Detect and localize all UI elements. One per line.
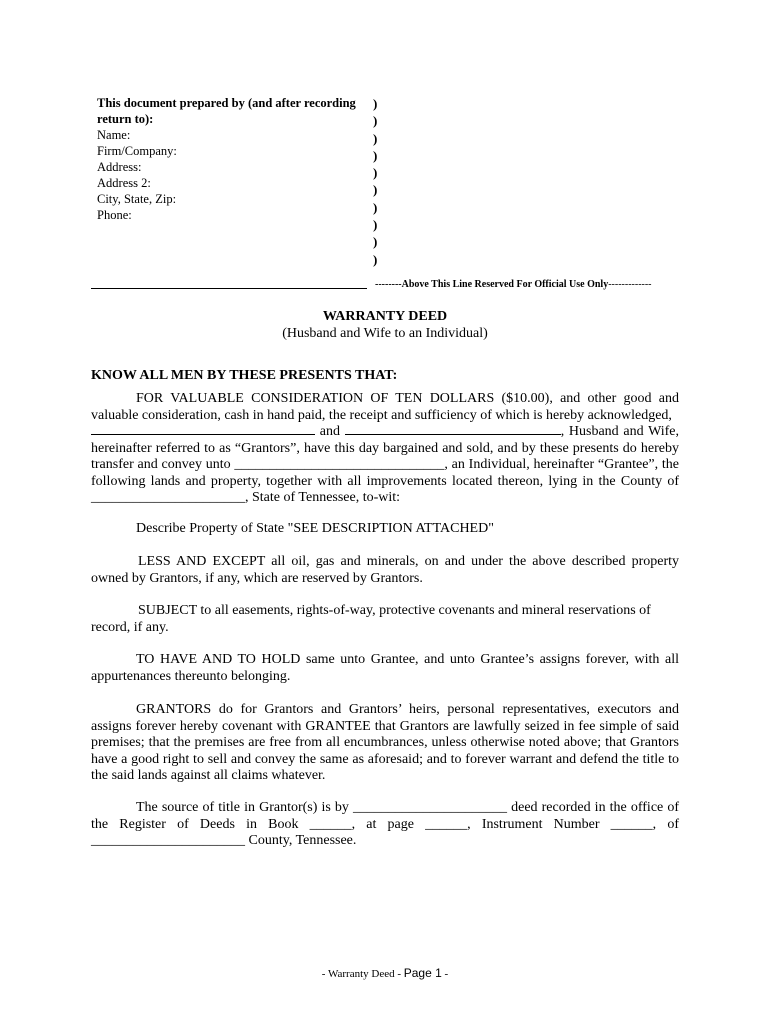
preparer-block: [97, 95, 367, 223]
preparer-name-label: Name:: [97, 128, 131, 142]
source-of-title-paragraph: The source of title in Grantor(s) is by ______________________ deed recorded in the office of the Register of Deeds in Book ______, at page ______, Instrument Number ______, of ______________________ County, Tennessee.: [91, 800, 679, 848]
document-subtitle: (Husband and Wife to an Individual): [282, 326, 488, 341]
consideration-text: FOR VALUABLE CONSIDERATION OF TEN DOLLARS ($10.00), and other good and valuable consideration, cash in hand paid, the receipt and sufficiency of which is hereby acknowledged,: [91, 391, 679, 423]
preparer-address-label: Address:: [97, 160, 142, 174]
page-number: Page 1: [403, 966, 442, 980]
preparer-phone-label: Phone:: [97, 208, 132, 222]
grantor1-blank[interactable]: [91, 434, 315, 435]
preparer-city-label: City, State, Zip:: [97, 192, 177, 206]
and-word: and: [319, 424, 340, 439]
reserved-dashes-right: -------------: [608, 279, 652, 290]
reserved-dashes-left: --------: [375, 279, 402, 290]
subject-to-paragraph: SUBJECT to all easements, rights-of-way, protective covenants and mineral reservations of record, if any.: [91, 603, 651, 635]
consideration-paragraph: [91, 391, 679, 507]
bracket-column: ) ) ) ) ) ) ) ) ) ): [373, 96, 378, 267]
grantors-conveyance-text: , Husband and Wife, hereinafter referred to as “Grantors”, have this day bargained and sold, and by these presents do hereby transfer and convey unto ______________________________, an Individual, hereinafter “Grantee”, the following lands and property, together with all improvements located thereon, lying in the County of ______________________, State of Tennessee, to-wit:: [91, 424, 680, 505]
footer-right: -: [441, 968, 449, 980]
less-and-except-paragraph: LESS AND EXCEPT all oil, gas and minerals, on and under the above described property owned by Grantors, if any, which are reserved by Grantors.: [91, 554, 679, 586]
know-all-men-heading: KNOW ALL MEN BY THESE PRESENTS THAT:: [91, 368, 398, 383]
habendum-paragraph: TO HAVE AND TO HOLD same unto Grantee, and unto Grantee’s assigns forever, with all appurtenances thereunto belonging.: [91, 652, 679, 684]
warranty-covenant-paragraph: GRANTORS do for Grantors and Grantors’ heirs, personal representatives, executors and assigns forever hereby covenant with GRANTEE that Grantors are lawfully seized in fee simple of said premises; that the premises are free from all encumbrances, unless otherwise noted above; that Grantors have a good right to sell and convey the same as aforesaid; and to forever warrant and defend the title to the said lands against all claims whatever.: [91, 702, 679, 783]
preparer-address2-label: Address 2:: [97, 176, 151, 190]
preparer-firm-label: Firm/Company:: [97, 144, 177, 158]
page-footer: [0, 965, 770, 983]
property-description-line: Describe Property of State "SEE DESCRIPTION ATTACHED": [136, 521, 494, 536]
preparer-heading: This document prepared by (and after recording return to):: [97, 96, 356, 126]
recording-divider-line: [91, 288, 367, 289]
document-title: WARRANTY DEED: [322, 309, 448, 324]
grantor2-blank[interactable]: [345, 434, 561, 435]
footer-left: - Warranty Deed -: [321, 968, 404, 980]
reserved-text: Above This Line Reserved For Official Use Only: [401, 279, 609, 290]
reserved-line-notice: [375, 277, 652, 294]
